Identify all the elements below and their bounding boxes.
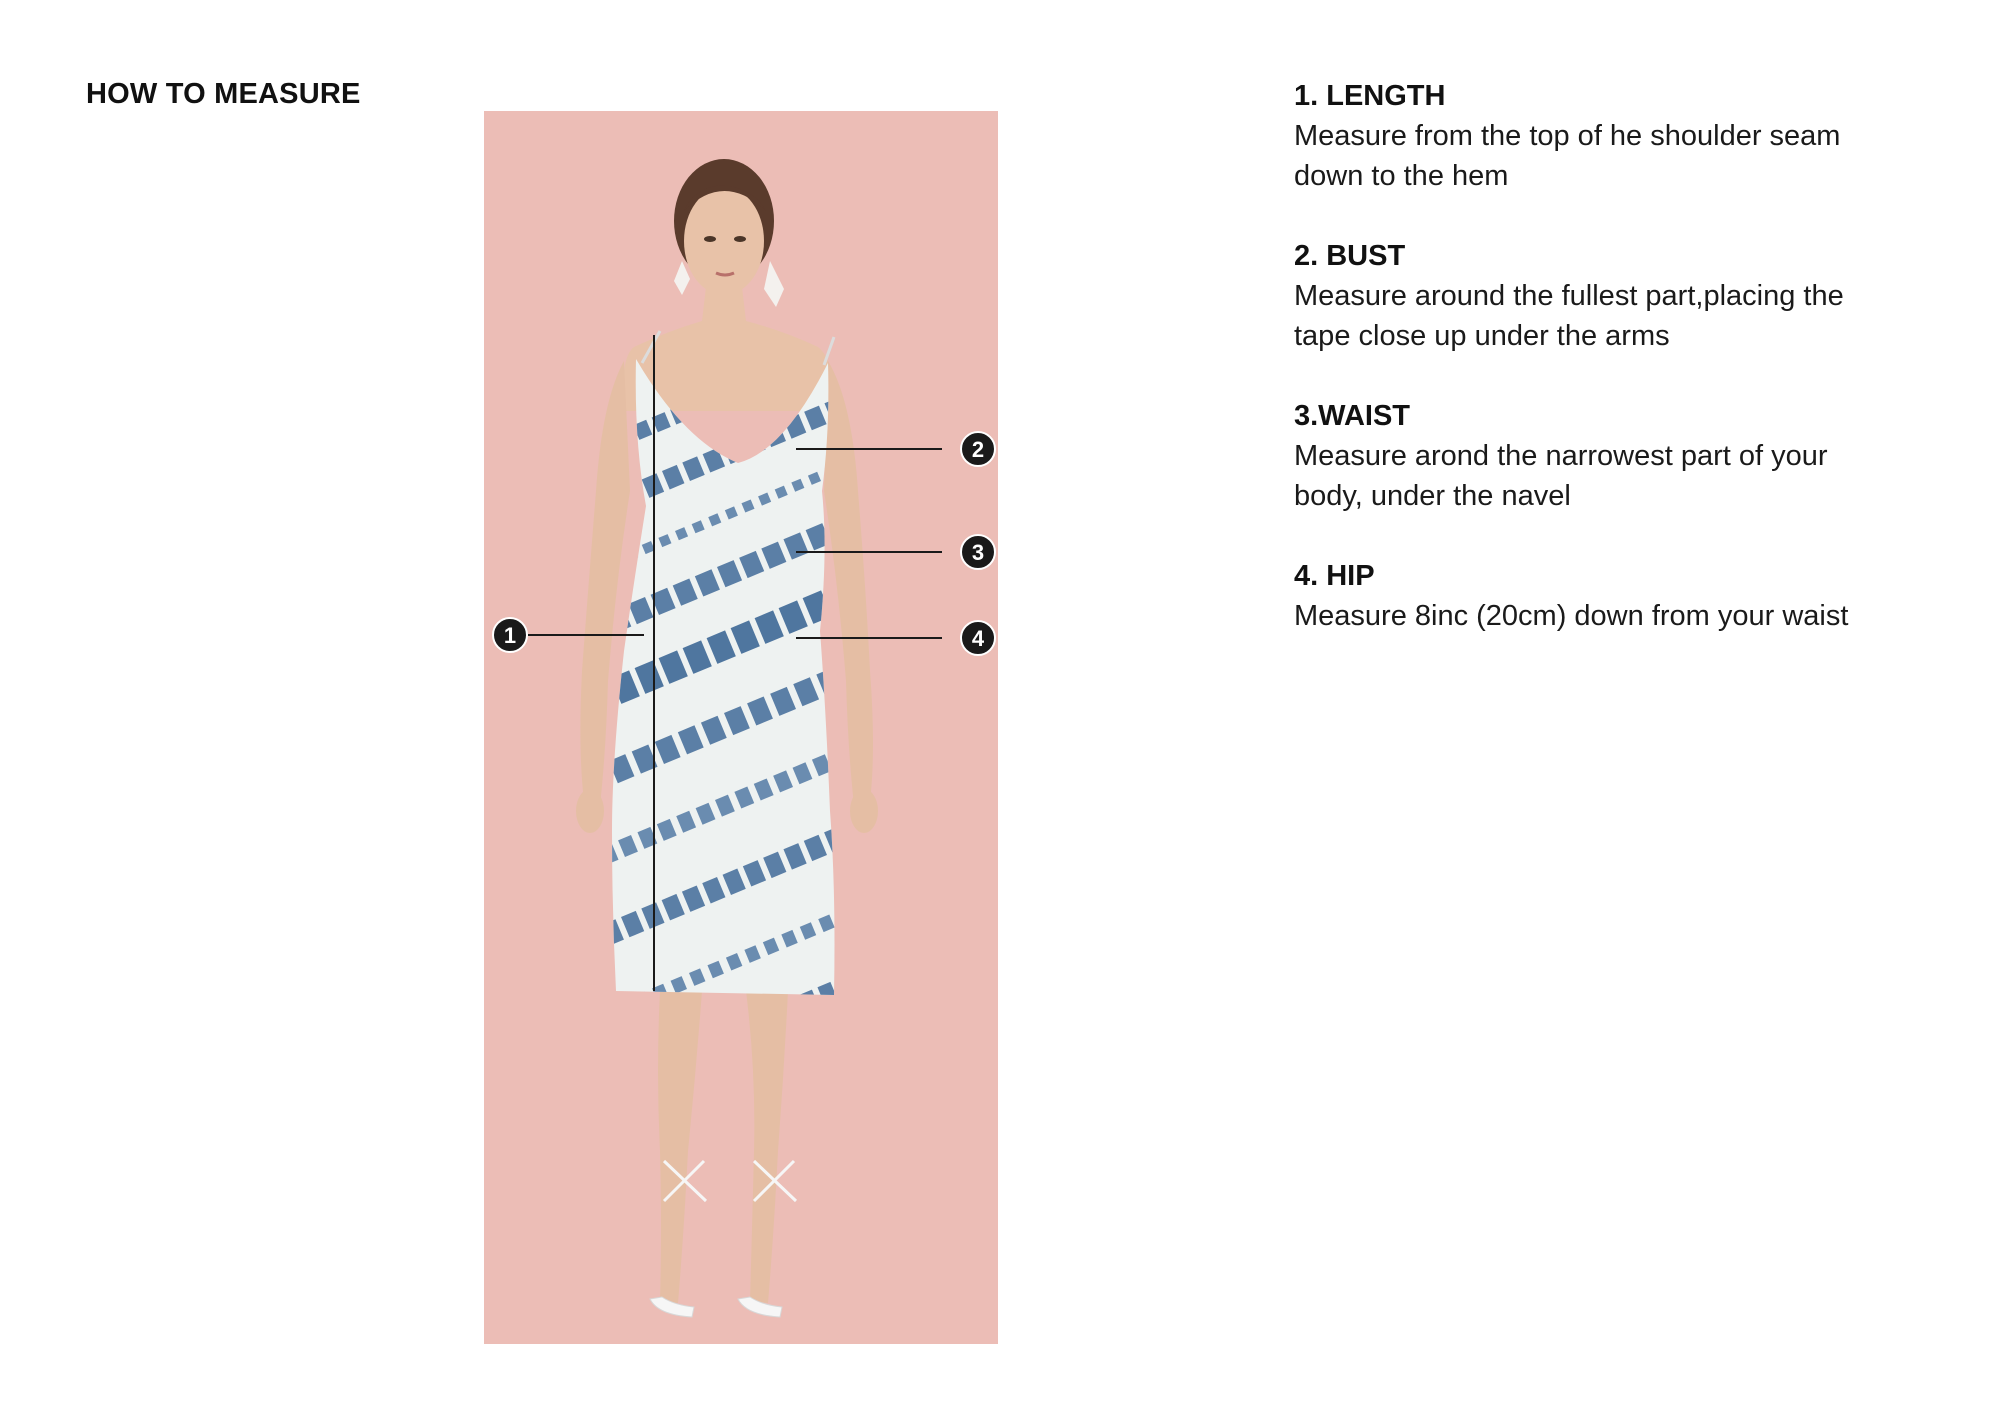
instruction-length-title: 1. LENGTH: [1294, 80, 1446, 112]
page-title: HOW TO MEASURE: [86, 78, 361, 110]
measurement-figure: [484, 111, 998, 1344]
left-eye: [704, 236, 716, 242]
marker-waist-number: 3: [971, 540, 985, 565]
instruction-length-line-2: down to the hem: [1294, 160, 1509, 192]
instruction-length-line-1: Measure from the top of he shoulder seam: [1294, 120, 1841, 152]
instruction-waist-title: 3.WAIST: [1294, 400, 1411, 432]
instruction-hip-title: 4. HIP: [1294, 560, 1375, 592]
instruction-hip-line-1: Measure 8inc (20cm) down from your waist: [1294, 600, 1849, 632]
marker-waist: [961, 535, 995, 569]
left-hand: [576, 789, 604, 833]
marker-bust: [961, 432, 995, 466]
instruction-bust-line-2: tape close up under the arms: [1294, 320, 1670, 352]
instruction-waist: [1294, 396, 1954, 516]
instruction-bust-line-1: Measure around the fullest part,placing the: [1294, 280, 1844, 312]
marker-hip-number: 4: [971, 626, 985, 651]
instruction-bust-title: 2. BUST: [1294, 240, 1406, 272]
marker-length-number: 1: [503, 623, 517, 648]
instruction-length: [1294, 76, 1954, 196]
instruction-hip: [1294, 556, 1954, 636]
right-eye: [734, 236, 746, 242]
instructions-list: [1294, 76, 1954, 676]
marker-hip: [961, 621, 995, 655]
instruction-bust: [1294, 236, 1954, 356]
right-hand: [850, 789, 878, 833]
instruction-waist-line-2: body, under the navel: [1294, 480, 1571, 512]
marker-bust-number: 2: [971, 437, 985, 462]
marker-length: [493, 618, 527, 652]
instruction-waist-line-1: Measure arond the narrowest part of your: [1294, 440, 1828, 472]
model-illustration: [484, 111, 998, 1344]
face: [684, 187, 764, 295]
